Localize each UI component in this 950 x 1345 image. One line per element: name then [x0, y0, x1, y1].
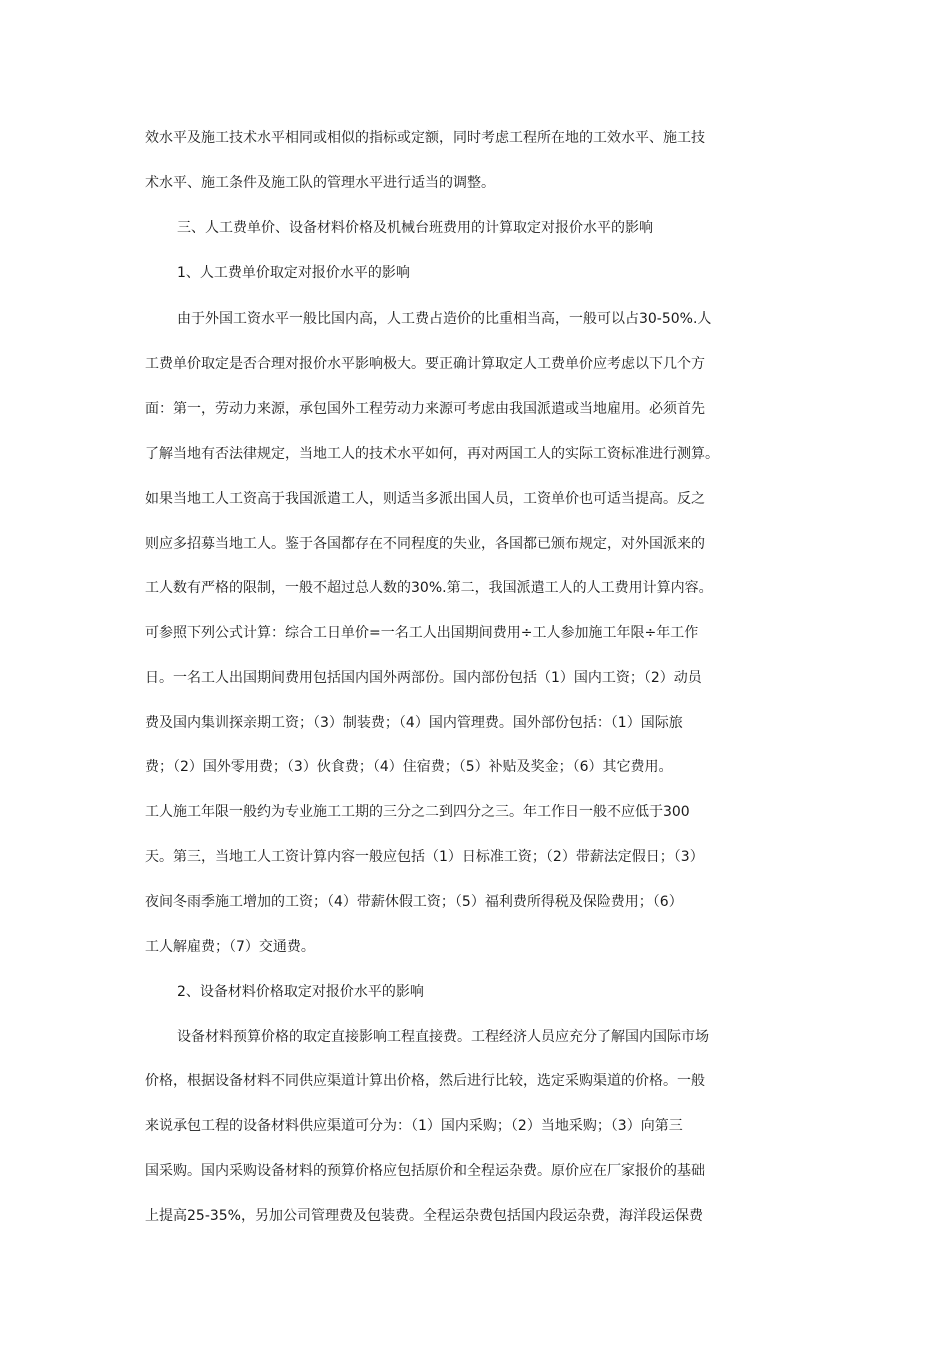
text-line: 日。一名工人出国期间费用包括国内国外两部份。国内部份包括（1）国内工资；（2）动员	[145, 670, 702, 686]
text-line: 效水平及施工技术水平相同或相似的指标或定额，同时考虑工程所在地的工效水平、施工技	[145, 130, 705, 146]
text-line: 夜间冬雨季施工增加的工资；（4）带薪休假工资；（5）福利费所得税及保险费用；（6）	[145, 894, 683, 910]
text-line: 了解当地有否法律规定，当地工人的技术水平如何，再对两国工人的实际工资标准进行测算。	[145, 446, 719, 462]
text-line: 天。第三，当地工人工资计算内容一般应包括（1）日标准工资；（2）带薪法定假日；（3）	[145, 849, 704, 865]
text-line: 可参照下列公式计算：综合工日单价=一名工人出国期间费用÷工人参加施工年限÷年工作	[145, 625, 699, 641]
text-line: 工人施工年限一般约为专业施工工期的三分之二到四分之三。年工作日一般不应低于300	[145, 804, 690, 820]
text-line: 则应多招募当地工人。鉴于各国都存在不同程度的失业，各国都已颁布规定，对外国派来的	[145, 536, 705, 552]
section-heading: 三、人工费单价、设备材料价格及机械台班费用的计算取定对报价水平的影响	[177, 220, 653, 236]
subsection-heading: 2、设备材料价格取定对报价水平的影响	[177, 984, 424, 1000]
text-line: 工人数有严格的限制，一般不超过总人数的30%.第二，我国派遣工人的人工费用计算内容。	[145, 580, 713, 596]
text-line: 上提高25-35%，另加公司管理费及包装费。全程运杂费包括国内段运杂费，海洋段运保费	[145, 1208, 703, 1224]
text-line: 术水平、施工条件及施工队的管理水平进行适当的调整。	[145, 175, 495, 191]
text-line: 价格，根据设备材料不同供应渠道计算出价格，然后进行比较，选定采购渠道的价格。一般	[145, 1073, 705, 1089]
text-line: 如果当地工人工资高于我国派遣工人，则适当多派出国人员，工资单价也可适当提高。反之	[145, 491, 705, 507]
text-line: 工人解雇费；（7）交通费。	[145, 939, 315, 955]
subsection-heading: 1、人工费单价取定对报价水平的影响	[177, 265, 410, 281]
text-line: 工费单价取定是否合理对报价水平影响极大。要正确计算取定人工费单价应考虑以下几个方	[145, 356, 705, 372]
text-line: 费；（2）国外零用费；（3）伙食费；（4）住宿费；（5）补贴及奖金；（6）其它费用。	[145, 759, 673, 775]
text-line: 由于外国工资水平一般比国内高，人工费占造价的比重相当高，一般可以占30-50%.人	[177, 311, 712, 327]
text-line: 来说承包工程的设备材料供应渠道可分为：（1）国内采购；（2）当地采购；（3）向第三	[145, 1118, 683, 1134]
text-line: 费及国内集训探亲期工资；（3）制装费；（4）国内管理费。国外部份包括：（1）国际旅	[145, 715, 683, 731]
text-line: 设备材料预算价格的取定直接影响工程直接费。工程经济人员应充分了解国内国际市场	[177, 1029, 709, 1045]
text-line: 国采购。国内采购设备材料的预算价格应包括原价和全程运杂费。原价应在厂家报价的基础	[145, 1163, 705, 1179]
text-line: 面：第一，劳动力来源，承包国外工程劳动力来源可考虑由我国派遣或当地雇用。必须首先	[145, 401, 705, 417]
